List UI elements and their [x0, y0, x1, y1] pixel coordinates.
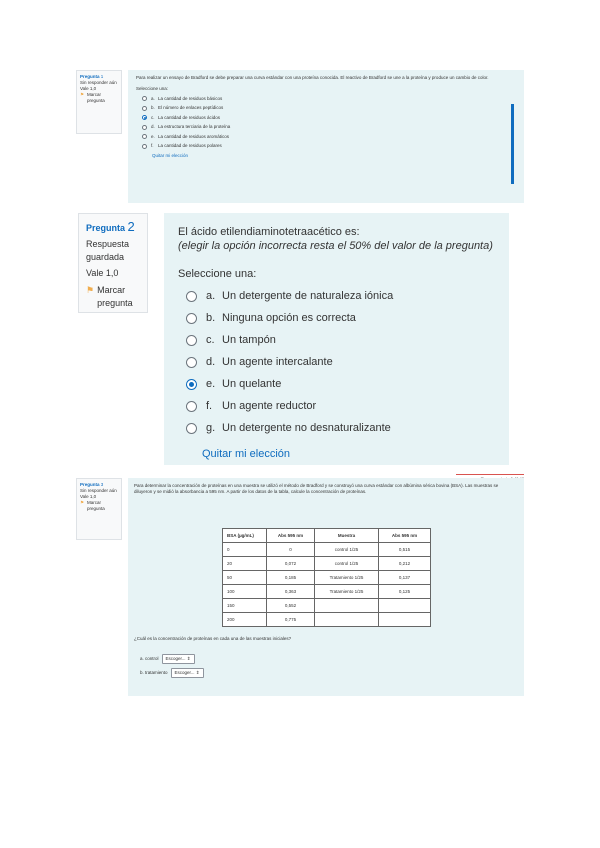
question-1-number: 1	[100, 74, 104, 79]
question-2-option-d[interactable]	[186, 355, 495, 369]
question-2-stem: El ácido etilendiaminotetraacético es:	[178, 226, 360, 238]
radio-button[interactable]	[142, 144, 147, 149]
option-text: Ninguna opción es correcta	[222, 312, 356, 324]
option-text: La estructura terciaria de la proteína	[158, 124, 231, 129]
radio-button-selected[interactable]	[142, 115, 147, 120]
question-2-flag[interactable]	[86, 284, 140, 310]
table-cell: Tratamiento 1/25	[315, 585, 379, 599]
question-1-clear-choice-link[interactable]: Quitar mi elección	[152, 153, 189, 158]
question-2-prompt: Seleccione una:	[178, 268, 257, 280]
radio-button[interactable]	[186, 335, 197, 346]
radio-button[interactable]	[142, 134, 147, 139]
table-cell: 0,212	[379, 557, 431, 571]
table-cell: 0,552	[267, 599, 315, 613]
question-3-number: 3	[100, 482, 104, 487]
table-cell: 0	[223, 543, 267, 557]
table-cell: 0,185	[267, 571, 315, 585]
answer-label: b. tratamiento	[140, 670, 168, 675]
question-1-option-f[interactable]	[142, 143, 516, 149]
answer-row-tratamiento	[140, 668, 204, 678]
radio-button[interactable]	[186, 357, 197, 368]
option-text: La cantidad de residuos polares	[158, 143, 222, 148]
option-letter: b.	[206, 312, 216, 324]
question-2-option-c[interactable]	[186, 333, 495, 347]
table-cell	[315, 599, 379, 613]
question-2-info	[78, 213, 148, 313]
question-2-option-f[interactable]	[186, 399, 495, 413]
answer-tratamiento-select[interactable]: Escoger... ⇕	[171, 668, 204, 678]
question-3-content	[128, 478, 524, 696]
question-1-flag-label: Marcar pregunta	[87, 92, 105, 103]
question-3-score: Vale 1,0	[80, 494, 97, 499]
question-3-status: Sin responder aún	[80, 488, 117, 493]
question-2-number: 2	[127, 219, 135, 234]
question-2-options	[178, 289, 495, 435]
question-1-status: Sin responder aún	[80, 80, 117, 85]
flag-icon: ⚑	[86, 285, 95, 295]
table-cell: 0,137	[379, 571, 431, 585]
table-cell: 20	[223, 557, 267, 571]
table-header: BSA (µg/mL)	[223, 529, 267, 543]
question-2-option-g[interactable]	[186, 421, 495, 435]
option-letter: a.	[151, 95, 155, 101]
option-letter: d.	[206, 356, 216, 368]
radio-button[interactable]	[186, 313, 197, 324]
question-3-flag[interactable]	[80, 500, 118, 512]
table-header: Abs 595 nm	[267, 529, 315, 543]
option-text: El número de enlaces peptídicos	[158, 105, 224, 110]
option-text: La cantidad de residuos ácidos	[158, 114, 221, 120]
question-1-option-a[interactable]	[142, 96, 516, 102]
radio-button[interactable]	[186, 423, 197, 434]
radio-button[interactable]	[186, 401, 197, 412]
flag-icon: ⚑	[80, 92, 85, 97]
flag-icon: ⚑	[80, 500, 85, 505]
question-3-subquestion: ¿Cuál es la concentración de proteínas en cada una de las muestras iniciales?	[134, 636, 292, 641]
question-1-info	[76, 70, 122, 134]
table-row	[223, 571, 431, 585]
option-text: La cantidad de residuos básicos	[158, 95, 223, 101]
table-cell: 150	[223, 599, 267, 613]
table-row	[223, 613, 431, 627]
option-letter: c.	[151, 114, 155, 120]
table-cell: 0,363	[267, 585, 315, 599]
option-text: Un tampón	[222, 334, 276, 346]
answer-control-select[interactable]: Escoger... ⇕	[162, 654, 195, 664]
option-letter: f.	[206, 400, 213, 412]
radio-button[interactable]	[142, 96, 147, 101]
question-2-clear-choice-link[interactable]: Quitar mi elección	[202, 448, 291, 460]
radio-button-selected[interactable]	[186, 379, 197, 390]
answer-row-control	[140, 654, 195, 664]
option-letter: f.	[151, 143, 154, 148]
question-2-flag-label: Marcar pregunta	[97, 285, 133, 308]
answer-label: a. control	[140, 656, 159, 661]
question-2-content	[164, 213, 509, 465]
question-1-option-b[interactable]	[142, 105, 516, 111]
table-cell: 100	[223, 585, 267, 599]
option-text: Un detergente no desnaturalizante	[222, 422, 391, 434]
option-text: Un agente reductor	[222, 400, 317, 412]
question-1-score: Vale 1,0	[80, 86, 97, 91]
table-cell: 0,125	[379, 585, 431, 599]
table-cell: 50	[223, 571, 267, 585]
question-3-info	[76, 478, 122, 540]
table-cell	[315, 613, 379, 627]
table-cell: 0,775	[267, 613, 315, 627]
table-cell	[379, 599, 431, 613]
table-row	[223, 585, 431, 599]
option-letter: e.	[206, 378, 216, 390]
option-text: Un quelante	[222, 378, 282, 390]
question-3-flag-label: Marcar pregunta	[87, 500, 105, 511]
option-letter: d.	[151, 124, 155, 129]
question-2-option-b[interactable]	[186, 311, 495, 325]
table-cell: 200	[223, 613, 267, 627]
option-text: La cantidad de residuos aromáticos	[158, 133, 230, 139]
option-text: Un detergente de naturaleza iónica	[222, 290, 394, 302]
option-letter: e.	[151, 133, 155, 139]
question-1-option-c[interactable]	[142, 115, 516, 121]
question-2-stem-note: (elegir la opción incorrecta resta el 50% del valor de la pregunta)	[178, 240, 493, 252]
table-cell: control 1/25	[315, 557, 379, 571]
question-2-score: Vale 1,0	[86, 268, 119, 278]
question-1-option-d[interactable]	[142, 124, 516, 130]
question-1-options	[136, 96, 516, 150]
question-1-content	[128, 70, 524, 203]
table-row	[223, 599, 431, 613]
question-1-label: Pregunta	[80, 74, 100, 79]
scrollbar[interactable]	[511, 104, 514, 184]
question-2-option-e[interactable]	[186, 377, 495, 391]
option-letter: b.	[151, 105, 155, 110]
question-2-title	[86, 220, 140, 235]
table-cell: 0,072	[267, 557, 315, 571]
question-1-stem: Para realizar un ensayo de Bradford se debe preparar una curva estándar con una proteína conocida. El reactivo de Bradford se une a la proteína y produce un cambio de color.	[136, 75, 489, 80]
question-1-prompt: Seleccione una:	[136, 86, 169, 91]
radio-button[interactable]	[142, 125, 147, 130]
bsa-data-table	[222, 528, 431, 627]
table-cell	[379, 613, 431, 627]
table-cell: 0,515	[379, 543, 431, 557]
table-row	[223, 557, 431, 571]
table-header-row	[223, 529, 431, 543]
question-3-stem: Para determinar la concentración de proteínas en una muestra se utilizó el método de Bradford y se construyó una curva estándar con albúmina sérica bovina (BSA). Las muestras se diluyeron y se midió la absorbancia a 595 nm. A partir de los datos de la tabla, calcule la concentración de proteínas.	[134, 483, 499, 494]
question-2-label: Pregunta	[86, 223, 126, 233]
option-letter: g.	[206, 422, 216, 434]
table-header: Muestra	[315, 529, 379, 543]
table-header: Abs 595 nm	[379, 529, 431, 543]
table-cell: Tratamiento 1/25	[315, 571, 379, 585]
question-3-label: Pregunta	[80, 482, 100, 487]
table-cell: 0	[267, 543, 315, 557]
radio-button[interactable]	[186, 291, 197, 302]
question-2-option-a[interactable]	[186, 289, 495, 303]
option-text: Un agente intercalante	[222, 356, 333, 368]
table-cell: control 1/25	[315, 543, 379, 557]
option-letter: c.	[206, 334, 215, 346]
question-1-flag[interactable]	[80, 92, 118, 104]
question-2-status: Respuesta guardada	[86, 239, 130, 262]
question-1-option-e[interactable]	[142, 134, 516, 140]
option-letter: a.	[206, 290, 216, 302]
table-row	[223, 543, 431, 557]
radio-button[interactable]	[142, 106, 147, 111]
